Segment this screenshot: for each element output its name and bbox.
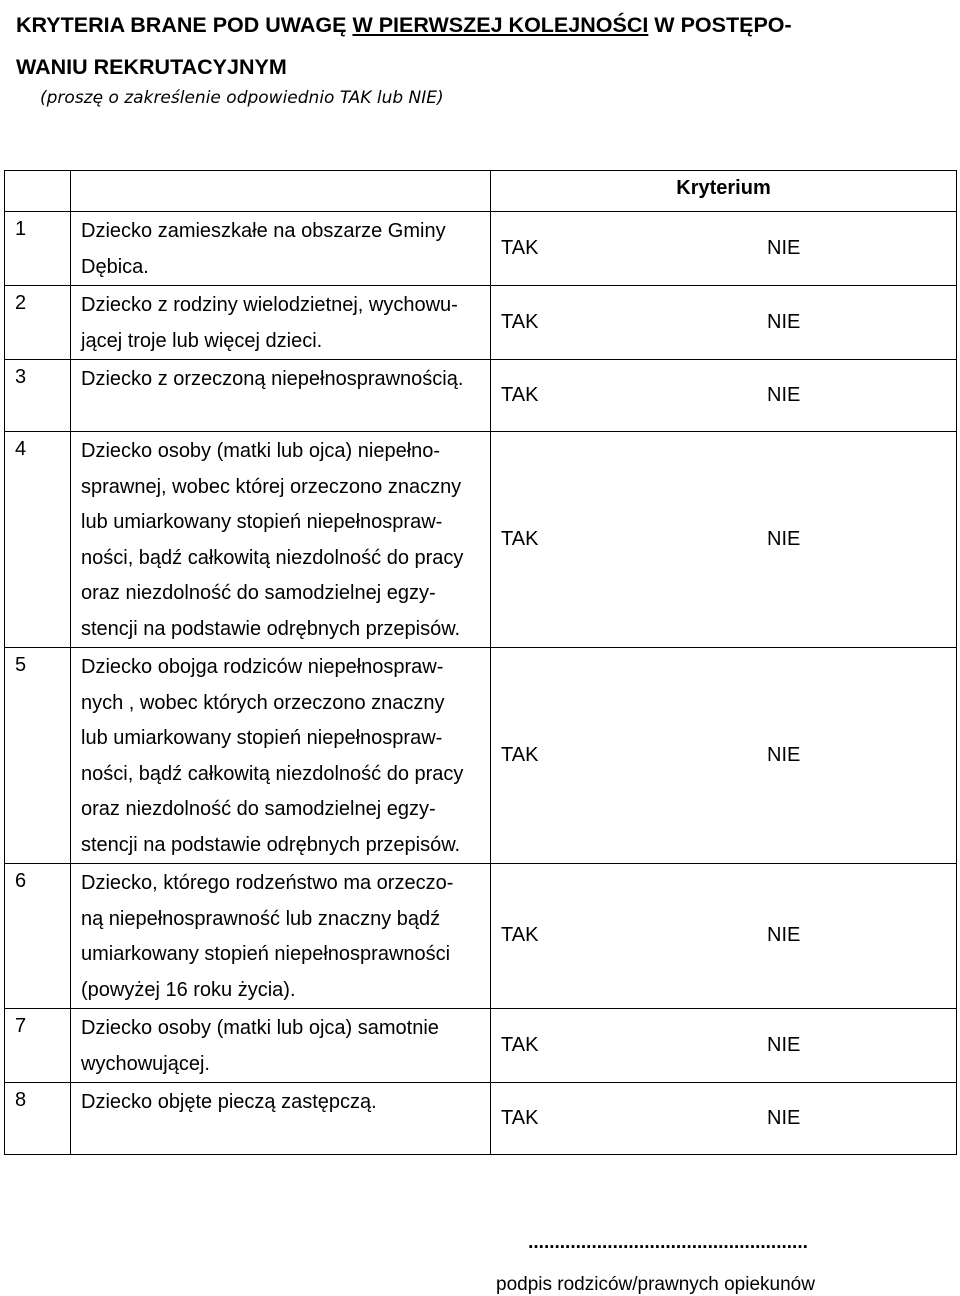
criterion-description bbox=[71, 432, 491, 648]
criterion-description-line: nych , wobec których orzeczono znaczny bbox=[81, 691, 445, 714]
criterion-description-line: jącej troje lub więcej dzieci. bbox=[81, 329, 323, 352]
criterion-description-line: (powyżej 16 roku życia). bbox=[81, 978, 296, 1001]
criterion-description-line: ności, bądź całkowitą niezdolność do pracy bbox=[81, 546, 464, 569]
table-row bbox=[5, 1009, 957, 1083]
signature-label: podpis rodziców/prawnych opiekunów bbox=[496, 1274, 815, 1295]
criterion-number: 6 bbox=[5, 864, 71, 1009]
criterion-description-line: oraz niezdolność do samodzielnej egzy- bbox=[81, 798, 436, 820]
option-tak[interactable]: TAK bbox=[501, 236, 539, 259]
criterion-description-line: stencji na podstawie odrębnych przepisów. bbox=[81, 833, 461, 856]
table-row bbox=[5, 286, 957, 360]
criterion-number: 1 bbox=[5, 212, 71, 286]
criterion-description-line: lub umiarkowany stopień niepełnospraw- bbox=[81, 511, 443, 533]
table-row bbox=[5, 212, 957, 286]
criterion-description-line: oraz niezdolność do samodzielnej egzy- bbox=[81, 582, 436, 604]
answer-options-group bbox=[491, 378, 956, 414]
answer-options-group bbox=[491, 231, 956, 267]
criterion-description-line: Dziecko, którego rodzeństwo ma orzeczo- bbox=[81, 872, 454, 894]
answer-options bbox=[491, 432, 957, 648]
option-tak[interactable]: TAK bbox=[501, 743, 539, 766]
answer-options bbox=[491, 1009, 957, 1083]
table-header-row bbox=[5, 171, 957, 212]
criterion-number: 3 bbox=[5, 360, 71, 432]
criterion-description-line: Dziecko z orzeczoną niepełnosprawnością. bbox=[81, 368, 464, 390]
criterion-number: 7 bbox=[5, 1009, 71, 1083]
option-tak[interactable]: TAK bbox=[501, 1033, 539, 1056]
criterion-number: 4 bbox=[5, 432, 71, 648]
criterion-description-line: sprawnej, wobec której orzeczono znaczny bbox=[81, 475, 462, 498]
criterion-description bbox=[71, 864, 491, 1009]
signature-block bbox=[478, 1232, 858, 1296]
answer-options bbox=[491, 864, 957, 1009]
criterion-description-line: Dziecko objęte pieczą zastępczą. bbox=[81, 1091, 377, 1113]
criteria-table bbox=[4, 170, 957, 1155]
criterion-description-line: Dziecko zamieszkałe na obszarze Gminy bbox=[81, 220, 446, 242]
heading-part-1: KRYTERIA BRANE POD UWAGĘ bbox=[16, 13, 353, 37]
answer-options-group bbox=[491, 522, 956, 558]
option-nie[interactable]: NIE bbox=[767, 1033, 801, 1056]
answer-options-group bbox=[491, 1028, 956, 1064]
answer-options bbox=[491, 360, 957, 432]
option-nie[interactable]: NIE bbox=[767, 527, 801, 550]
option-nie[interactable]: NIE bbox=[767, 310, 801, 333]
criterion-description-line: ności, bądź całkowitą niezdolność do pracy bbox=[81, 762, 464, 785]
criterion-description-line: Dziecko obojga rodziców niepełnospraw- bbox=[81, 656, 444, 678]
heading-underlined: W PIERWSZEJ KOLEJNOŚCI bbox=[352, 13, 649, 37]
option-tak[interactable]: TAK bbox=[501, 383, 539, 406]
option-nie[interactable]: NIE bbox=[767, 743, 801, 766]
answer-options bbox=[491, 212, 957, 286]
table-row bbox=[5, 360, 957, 432]
criterion-description-line: umiarkowany stopień niepełnosprawności bbox=[81, 943, 451, 965]
criterion-description-line: Dębica. bbox=[81, 255, 149, 278]
heading-line-1 bbox=[16, 4, 946, 46]
answer-options-group bbox=[491, 305, 956, 341]
criterion-description-line: lub umiarkowany stopień niepełnospraw- bbox=[81, 727, 443, 749]
answer-options-group bbox=[491, 918, 956, 954]
option-nie[interactable]: NIE bbox=[767, 236, 801, 259]
answer-options bbox=[491, 1083, 957, 1155]
criterion-description bbox=[71, 1083, 491, 1155]
option-tak[interactable]: TAK bbox=[501, 924, 539, 947]
option-tak[interactable]: TAK bbox=[501, 1106, 539, 1129]
table-row bbox=[5, 1083, 957, 1155]
document-heading bbox=[16, 4, 946, 88]
criterion-description-line: Dziecko osoby (matki lub ojca) niepełno- bbox=[81, 440, 441, 462]
answer-options bbox=[491, 648, 957, 864]
table-row bbox=[5, 864, 957, 1009]
answer-options bbox=[491, 286, 957, 360]
table-row bbox=[5, 648, 957, 864]
criterion-number: 2 bbox=[5, 286, 71, 360]
criterion-description bbox=[71, 360, 491, 432]
option-tak[interactable]: TAK bbox=[501, 310, 539, 333]
answer-options-group bbox=[491, 1101, 956, 1137]
criterion-description bbox=[71, 212, 491, 286]
instruction-text: (proszę o zakreślenie odpowiednio TAK lub NIE) bbox=[40, 88, 444, 108]
criterion-description bbox=[71, 1009, 491, 1083]
option-nie[interactable]: NIE bbox=[767, 383, 801, 406]
criterion-number: 5 bbox=[5, 648, 71, 864]
criterion-description-line: wychowującej. bbox=[81, 1052, 210, 1075]
header-desc-cell bbox=[71, 171, 491, 212]
signature-dots: ..................................................... bbox=[528, 1232, 808, 1253]
answer-options-group bbox=[491, 738, 956, 774]
criterion-description-line: Dziecko z rodziny wielodzietnej, wychowu- bbox=[81, 294, 458, 316]
header-kryterium: Kryterium bbox=[491, 171, 957, 212]
table-body bbox=[5, 212, 957, 1155]
criterion-description-line: ną niepełnosprawność lub znaczny bądź bbox=[81, 907, 441, 930]
option-nie[interactable]: NIE bbox=[767, 1106, 801, 1129]
criterion-description-line: stencji na podstawie odrębnych przepisów. bbox=[81, 617, 461, 640]
criterion-number: 8 bbox=[5, 1083, 71, 1155]
criterion-description bbox=[71, 648, 491, 864]
heading-part-2: W POSTĘPO- bbox=[648, 13, 792, 37]
criterion-description-line: Dziecko osoby (matki lub ojca) samotnie bbox=[81, 1017, 439, 1039]
table-row bbox=[5, 432, 957, 648]
heading-line-2: WANIU REKRUTACYJNYM bbox=[16, 55, 287, 79]
option-tak[interactable]: TAK bbox=[501, 527, 539, 550]
header-num-cell bbox=[5, 171, 71, 212]
criterion-description bbox=[71, 286, 491, 360]
option-nie[interactable]: NIE bbox=[767, 924, 801, 947]
